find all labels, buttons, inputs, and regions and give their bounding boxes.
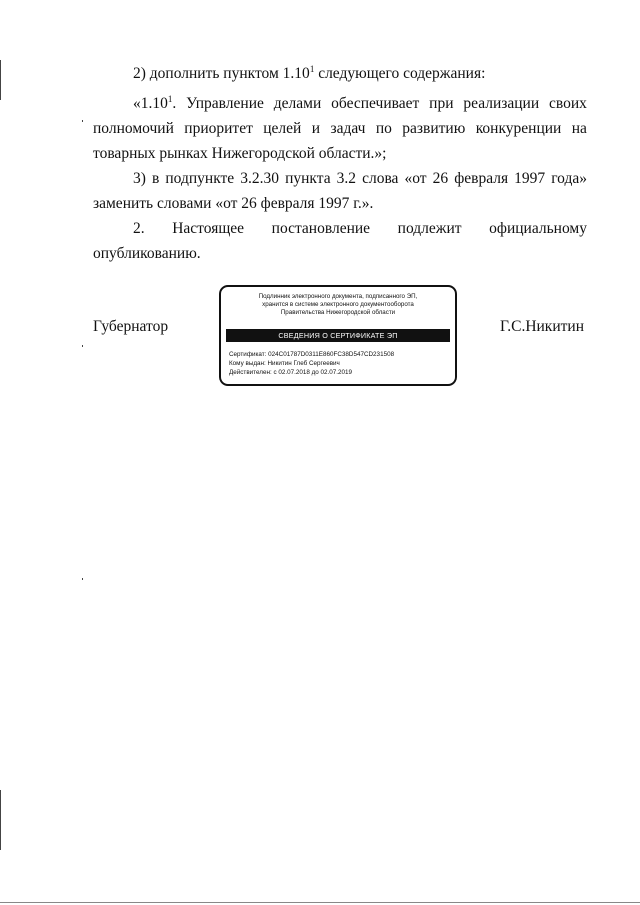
paragraph-publication-line-1 [93,216,587,241]
scan-speck [82,120,83,122]
word: «1.10$^1$. [133,94,177,112]
word: на [571,120,587,137]
scan-bottom-edge [0,902,640,903]
word: подлежит [397,220,462,237]
paragraph-1-10-line-2 [93,116,587,141]
word: при [429,95,454,112]
word: официальному [489,220,587,237]
scan-speck [82,578,83,580]
stamp-header [221,293,455,317]
word: постановление [271,220,371,237]
electronic-signature-stamp [219,285,457,386]
paragraph-1-10-line-3: товарных рынках Нижегородской области.»; [93,145,387,162]
word: полномочий [93,120,174,137]
stamp-header-line: Правительства Нижегородской области [280,309,396,316]
signatory-name: Г.С.Никитин [500,318,584,335]
word: Управление [186,95,264,112]
word: пункта [285,170,331,187]
issued-to-value: Никитин Глеб Сергеевич [267,360,340,367]
word: задач [330,120,366,137]
stamp-certificate-title: СВЕДЕНИЯ О СЕРТИФИКАТЕ ЭП [226,329,450,342]
signatory-position: Губернатор [93,318,169,335]
issued-to-row [229,359,394,368]
word: 1997 [514,170,546,187]
paragraph-1-10-line-1 [93,91,587,116]
word: Настоящее [172,220,245,237]
scan-edge-mark [0,60,1,100]
document-body [93,61,587,266]
word: и [311,120,321,137]
word: «от [404,170,427,187]
word: слова [362,170,399,187]
word: 2. [133,220,145,237]
superscript: 1 [309,64,315,74]
stamp-header-line: Подлинник электронного документа, подписанного ЭП, [258,293,418,300]
word: 3.2.30 [240,170,279,187]
paragraph-text: следующего содержания: [314,65,486,82]
paragraph-amend-3-2-30-line-1 [93,166,587,191]
word: делами [273,95,322,112]
word: 3.2 [336,170,357,187]
word: февраля [454,170,509,187]
validity-label: Действителен: [229,369,272,376]
certificate-value: 024C01787D0311E860FC38D547CD231508 [268,351,395,358]
paragraph-publication-line-2: опубликованию. [93,245,201,262]
word: своих [549,95,587,112]
word: приоритет [184,120,253,137]
word: подпункте [165,170,235,187]
word: развитию [402,120,466,137]
word: года» [551,170,587,187]
stamp-header-line: хранится в системе электронного документооборота [262,301,414,308]
validity-row [229,368,394,377]
word: 3) [133,170,146,187]
scan-edge-mark [0,790,1,850]
word: в [151,170,160,187]
word: 26 [432,170,449,187]
word: конкуренции [475,120,562,137]
word: по [375,120,392,137]
certificate-label: Сертификат: [229,351,267,358]
certificate-row [229,350,394,359]
word: реализации [463,95,540,112]
stamp-certificate-info [229,350,394,377]
paragraph-amend-1-10 [93,61,587,86]
paragraph-amend-3-2-30-line-2: заменить словами «от 26 февраля 1997 г.». [93,195,374,212]
issued-to-label: Кому выдан: [229,360,266,367]
scan-speck [82,345,83,347]
validity-value: с 02.07.2018 до 02.07.2019 [273,369,353,376]
paragraph-text: 2) дополнить пунктом 1.10 [133,65,310,82]
word: обеспечивает [331,95,420,112]
word: целей [263,120,302,137]
